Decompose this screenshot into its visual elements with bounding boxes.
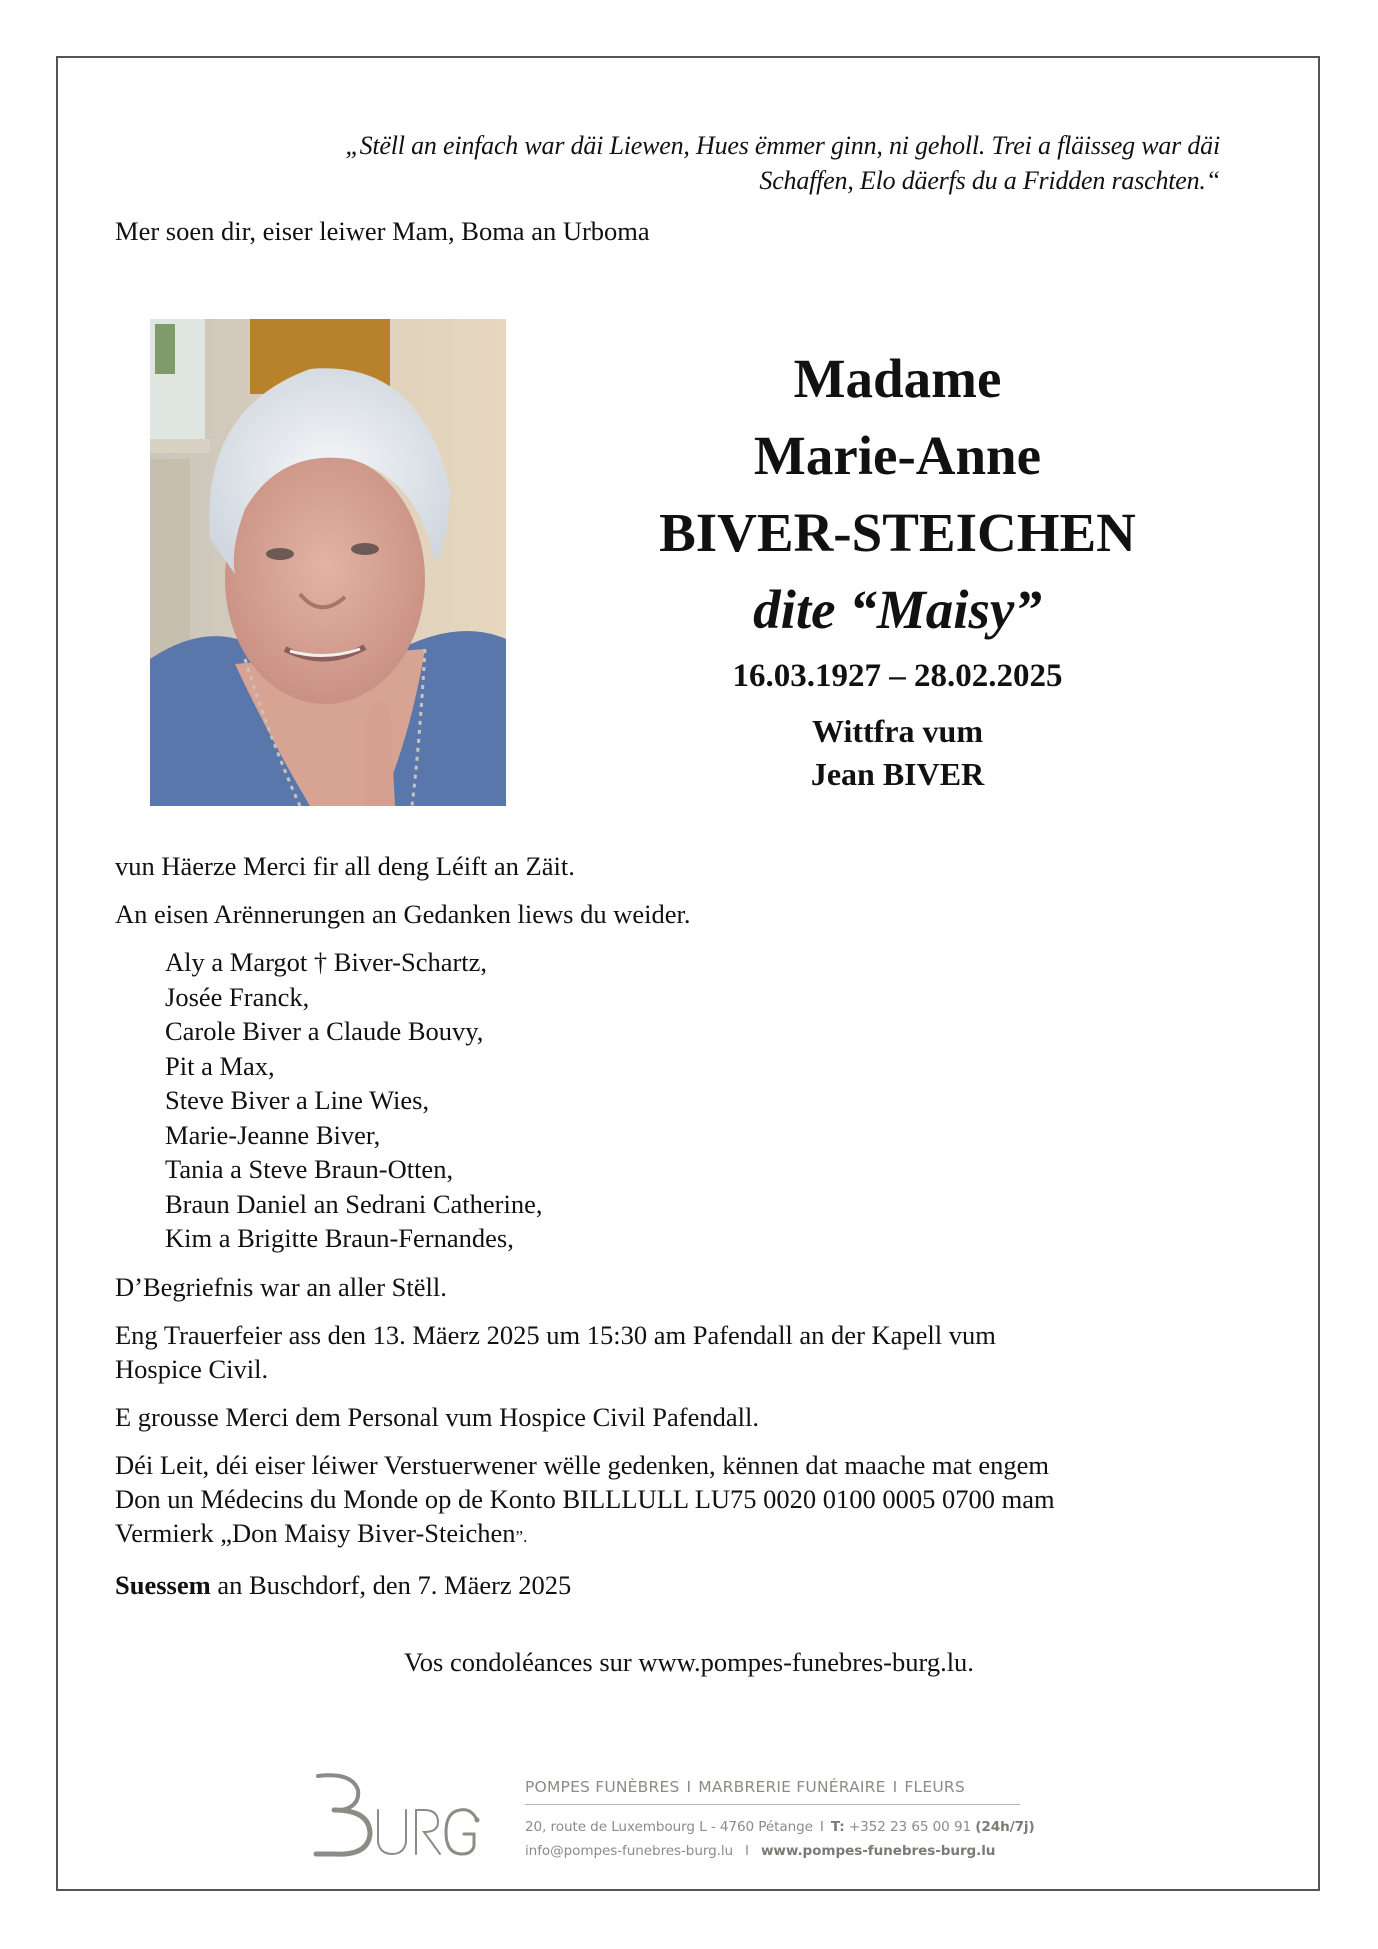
memorial-quote — [170, 128, 1220, 198]
family-member: Kim a Brigitte Braun-Fernandes, — [165, 1223, 514, 1253]
first-name: Marie-Anne — [753, 425, 1042, 486]
life-dates: 16.03.1927 – 28.02.2025 — [732, 658, 1063, 694]
announcement-body — [115, 849, 1055, 1616]
last-name: BIVER-STEICHEN — [659, 502, 1136, 563]
separator: I — [892, 1778, 898, 1796]
staff-thanks-text: E grousse Merci dem Personal vum Hospice Civil Pafendall. — [115, 1401, 759, 1432]
place-rest: an Buschdorf, den 7. Mäerz 2025 — [210, 1569, 572, 1600]
phone: +352 23 65 00 91 — [848, 1819, 972, 1835]
widow-of-label: Wittfra vum — [812, 713, 983, 749]
quote-line-1: „Stëll an einfach war däi Liewen, Hues ëmmer ginn, ni geholl. Trei a fläisseg war däi — [345, 131, 1220, 160]
family-member: Braun Daniel an Sedrani Catherine, — [165, 1188, 543, 1219]
donation-line-3: Vermierk „Don Maisy Biver-Steichen — [115, 1517, 516, 1548]
address: 20, route de Luxembourg L - 4760 Pétange — [525, 1819, 813, 1835]
donation-text — [115, 1448, 1055, 1554]
contact-line — [525, 1839, 1020, 1863]
services-line — [525, 1776, 1020, 1798]
quote-line-2: Schaffen, Elo däerfs du a Fridden raschten.“ — [759, 166, 1220, 195]
family-member: Carole Biver a Claude Bouvy, — [165, 1016, 484, 1046]
donation-line-2: Don un Médecins du Monde op de Konto BILLLULL LU75 0020 0100 0005 0700 mam — [115, 1483, 1055, 1514]
footer-divider — [525, 1804, 1020, 1805]
portrait-photo — [150, 319, 506, 806]
family-member: Tania a Steve Braun-Otten, — [165, 1154, 454, 1184]
family-member: Pit a Max, — [165, 1050, 275, 1081]
footer-info — [525, 1776, 1035, 1863]
family-member: Aly a Margot † Biver-Schartz, — [165, 947, 488, 977]
place-date — [115, 1568, 1055, 1602]
separator: I — [819, 1819, 824, 1835]
email[interactable]: info@pompes-funebres-burg.lu — [525, 1843, 734, 1859]
website[interactable]: www.pompes-funebres-burg.lu — [760, 1843, 996, 1859]
salutation: Madame — [793, 348, 1002, 409]
ceremony-line-1: Eng Trauerfeier ass den 13. Mäerz 2025 um 15:30 am Pafendall an der Kapell vum — [115, 1319, 996, 1350]
nickname: dite “Maisy” — [753, 579, 1042, 640]
place-bold: Suessem — [115, 1569, 211, 1600]
ceremony-text — [115, 1318, 1055, 1386]
spouse-name: Jean BIVER — [810, 756, 985, 792]
donation-line-3-end: ”. — [515, 1526, 528, 1546]
burg-logo — [312, 1770, 482, 1860]
phone-label: T: — [830, 1819, 845, 1835]
service-marble: MARBRERIE FUNÉRAIRE — [698, 1778, 886, 1796]
service-funeral: POMPES FUNÈBRES — [525, 1778, 680, 1796]
donation-line-1: Déi Leit, déi eiser léiwer Verstuerwener wëlle gedenken, kënnen dat maache mat engem — [115, 1449, 1049, 1480]
separator: I — [745, 1843, 749, 1859]
family-member: Josée Franck, — [165, 981, 310, 1012]
ceremony-line-2: Hospice Civil. — [115, 1353, 269, 1384]
condolences-link-text: Vos condoléances sur www.pompes-funebres-burg.lu. — [404, 1647, 974, 1677]
family-member: Steve Biver a Line Wies, — [165, 1085, 430, 1115]
hours: (24h/7j) — [975, 1819, 1035, 1835]
funeral-text: D’Begriefnis war an aller Stëll. — [115, 1271, 447, 1302]
intro-text: Mer soen dir, eiser leiwer Mam, Boma an Urboma — [115, 216, 650, 246]
thanks-text: vun Häerze Merci fir all deng Léift an Zäit. — [115, 851, 575, 881]
address-line — [525, 1815, 1035, 1839]
deceased-header — [620, 340, 1175, 796]
portrait-image — [150, 319, 506, 806]
burg-logo-icon — [312, 1770, 482, 1860]
family-list — [165, 945, 1055, 1256]
separator: I — [686, 1778, 692, 1796]
service-flowers: FLEURS — [904, 1778, 965, 1796]
family-member: Marie-Jeanne Biver, — [165, 1119, 381, 1150]
memories-text: An eisen Arënnerungen an Gedanken liews du weider. — [115, 899, 691, 929]
